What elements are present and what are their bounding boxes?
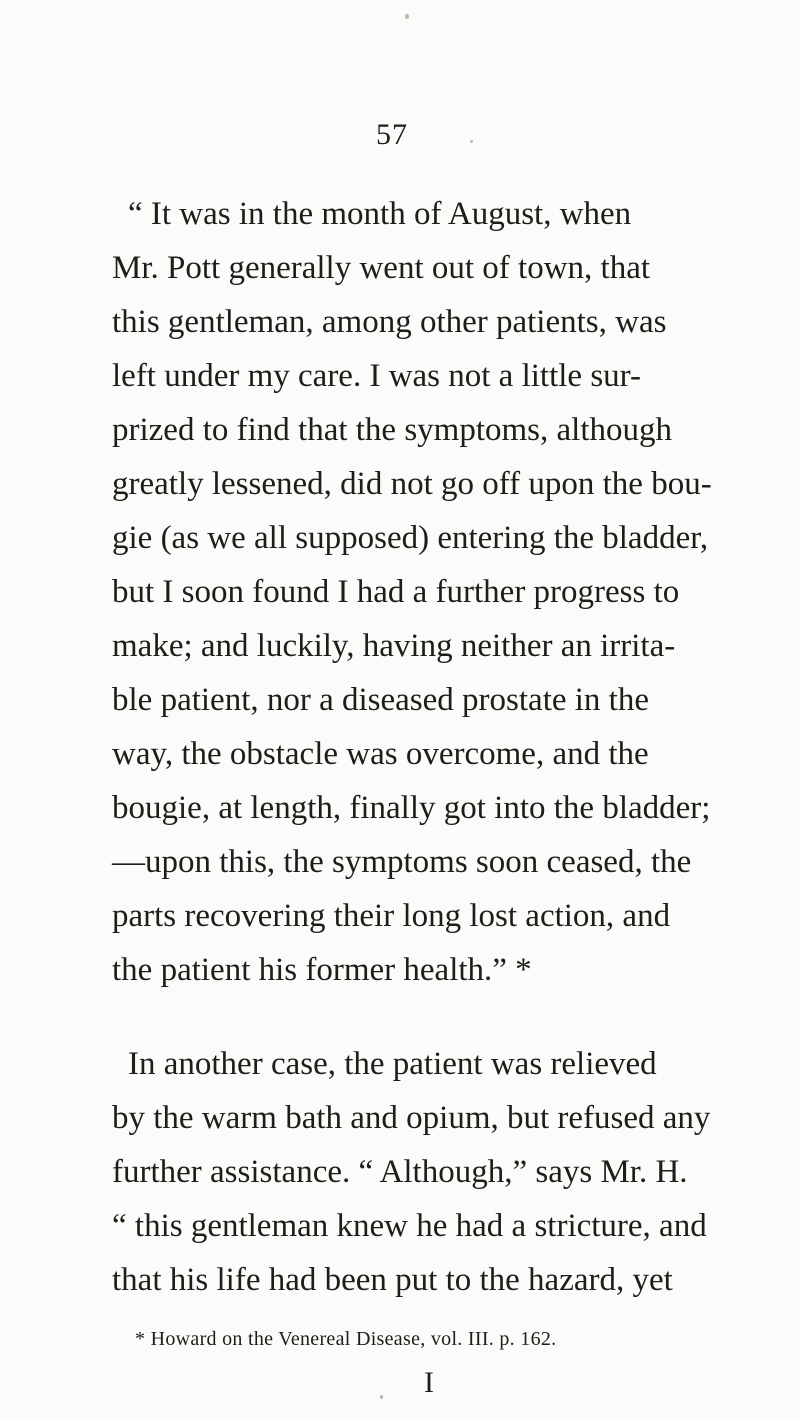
page-number: 57: [376, 118, 408, 151]
text-line: “ this gentleman knew he had a stricture, and: [112, 1208, 707, 1244]
text-line: parts recovering their long lost action, and: [112, 898, 671, 934]
text-line: but I soon found I had a further progress to: [112, 574, 680, 610]
paper-speck: [470, 140, 473, 143]
signature-mark: I: [424, 1366, 434, 1399]
paper-speck: [380, 1395, 383, 1399]
text-line: In another case, the patient was relieved: [128, 1046, 657, 1082]
text-line: prized to find that the symptoms, although: [112, 412, 673, 448]
footnote: * Howard on the Venereal Disease, vol. III. p. 162.: [135, 1328, 557, 1350]
text-line: greatly lessened, did not go off upon the bou-: [112, 466, 712, 502]
text-line: “ It was in the month of August, when: [128, 196, 632, 232]
text-line: way, the obstacle was overcome, and the: [112, 736, 649, 772]
text-line: left under my care. I was not a little sur-: [112, 358, 641, 394]
text-line: the patient his former health.” *: [112, 952, 532, 988]
text-line: further assistance. “ Although,” says Mr. H.: [112, 1154, 688, 1190]
text-line: gie (as we all supposed) entering the bladder,: [112, 520, 709, 556]
text-line: by the warm bath and opium, but refused any: [112, 1100, 711, 1136]
text-line: Mr. Pott generally went out of town, that: [112, 250, 651, 286]
text-line: that his life had been put to the hazard, yet: [112, 1262, 673, 1298]
text-line: —upon this, the symptoms soon ceased, the: [112, 844, 692, 880]
text-line: make; and luckily, having neither an irrita-: [112, 628, 676, 664]
text-line: bougie, at length, finally got into the bladder;: [112, 790, 711, 826]
text-line: ble patient, nor a diseased prostate in the: [112, 682, 649, 718]
paper-speck: [405, 14, 409, 19]
text-line: this gentleman, among other patients, was: [112, 304, 667, 340]
